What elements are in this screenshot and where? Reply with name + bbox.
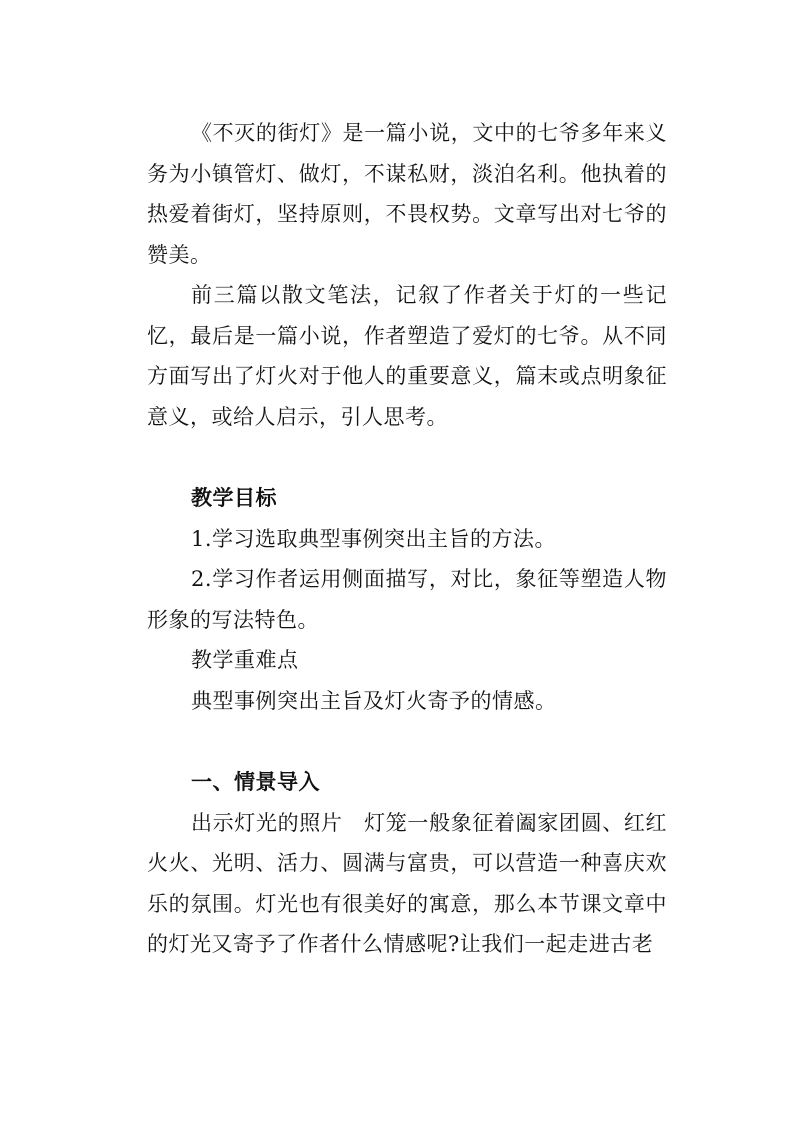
teaching-goal-2: 2.学习作者运用侧面描写，对比，象征等塑造人物形象的写法特色。 — [147, 567, 667, 632]
intro-paragraph-2: 前三篇以散文笔法，记叙了作者关于灯的一些记忆，最后是一篇小说，作者塑造了爱灯的七爷。从不同方面写出了灯火对于他人的重要意义，篇末或点明象征意义，或给人启示，引人思考。 — [147, 283, 667, 429]
section-1-heading: 一、情景导入 — [191, 769, 320, 794]
section-1-text: 出示灯光的照片 灯笼一般象征着阖家团圆、红红火火、光明、活力、圆满与富贵，可以营造一种喜庆欢乐的氛围。灯光也有很美好的寓意，那么本节课文章中的灯光又寄予了作者什么情感呢?让我们一起走进古老 — [147, 810, 667, 956]
intro-paragraph-1: 《不灭的街灯》是一篇小说，文中的七爷多年来义务为小镇管灯、做灯，不谋私财，淡泊名利。他执着的热爱着街灯，坚持原则，不畏权势。文章写出对七爷的赞美。 — [147, 121, 667, 267]
key-points-text: 典型事例突出主旨及灯火寄予的情感。 — [191, 688, 557, 713]
teaching-goals-heading: 教学目标 — [191, 485, 277, 510]
key-points-heading: 教学重难点 — [191, 648, 299, 672]
document-body — [147, 113, 667, 965]
teaching-goal-1: 1.学习选取典型事例突出主旨的方法。 — [191, 526, 557, 551]
